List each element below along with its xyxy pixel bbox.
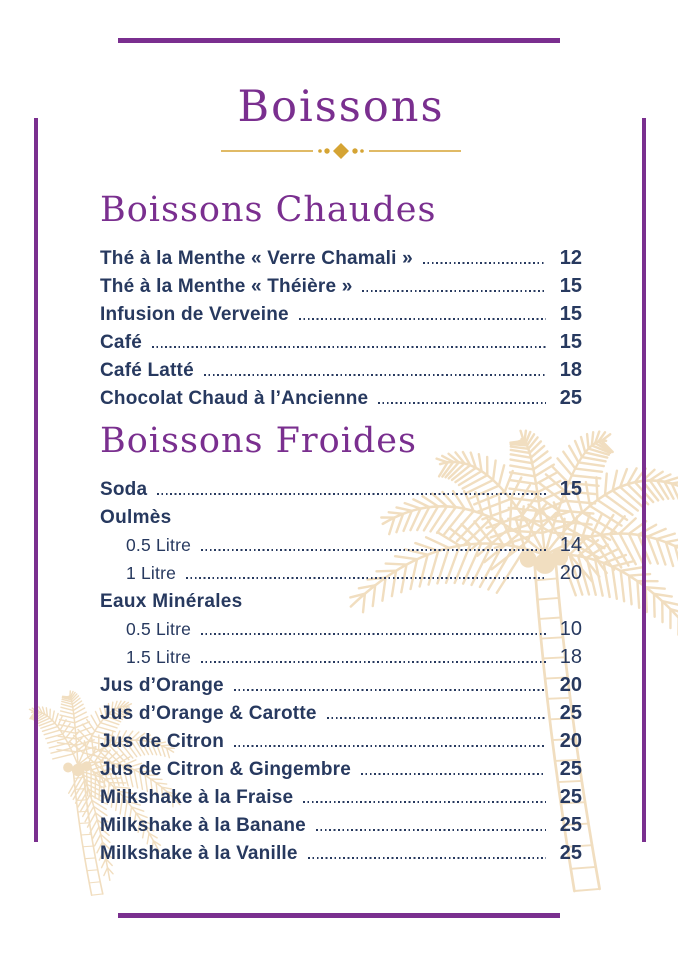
dotted-leader (362, 290, 546, 292)
page-title: Boissons (237, 82, 445, 132)
menu-item-row (100, 244, 582, 272)
item-name: Eaux Minérales (100, 590, 243, 612)
dotted-leader (201, 633, 546, 635)
dotted-leader (234, 745, 546, 747)
item-name: Soda (100, 478, 148, 500)
dotted-leader (303, 801, 546, 803)
item-price: 15 (559, 302, 582, 325)
dotted-leader (152, 346, 546, 348)
dotted-leader (423, 262, 546, 264)
dotted-leader (361, 773, 546, 775)
item-price: 25 (559, 701, 582, 724)
menu-sections (100, 189, 582, 867)
item-name: Thé à la Menthe « Verre Chamali » (100, 247, 413, 269)
dotted-leader (201, 549, 546, 551)
item-price: 20 (559, 729, 582, 752)
dotted-leader (316, 829, 546, 831)
item-price: 15 (559, 330, 582, 353)
menu-item-list (100, 244, 582, 412)
dotted-leader (186, 577, 546, 579)
item-price: 25 (559, 813, 582, 836)
menu-item-row (100, 300, 582, 328)
item-price: 18 (559, 645, 582, 668)
menu-item-row (100, 671, 582, 699)
menu-item-row (100, 475, 582, 503)
item-price: 18 (559, 358, 582, 381)
item-price: 25 (559, 785, 582, 808)
menu-item-row (100, 727, 582, 755)
item-name: Thé à la Menthe « Théière » (100, 275, 353, 297)
dotted-leader (204, 374, 546, 376)
item-price: 15 (559, 274, 582, 297)
frame-border-top (118, 38, 560, 43)
menu-item-row (100, 783, 582, 811)
item-name: Milkshake à la Banane (100, 814, 306, 836)
frame-border-right (642, 118, 646, 842)
section-heading: Boissons Chaudes (100, 190, 437, 230)
item-name: Milkshake à la Fraise (100, 786, 294, 808)
menu-item-row (100, 615, 582, 643)
section-heading: Boissons Froides (100, 420, 417, 461)
menu-item-list (100, 475, 582, 867)
menu-group-row (100, 587, 582, 615)
menu-item-row (100, 559, 582, 587)
dotted-leader (299, 318, 546, 320)
menu-item-row (100, 699, 582, 727)
item-price: 14 (559, 533, 582, 556)
item-name: 0.5 Litre (126, 618, 192, 639)
menu-item-row (100, 839, 582, 867)
item-price: 20 (559, 673, 582, 696)
item-name: Oulmès (100, 506, 172, 528)
menu-item-row (100, 531, 582, 559)
item-name: 1 Litre (126, 562, 177, 583)
item-name: 1.5 Litre (126, 646, 192, 667)
item-name: Infusion de Verveine (100, 303, 289, 325)
item-name: Milkshake à la Vanille (100, 842, 298, 864)
menu-group-row (100, 503, 582, 531)
frame-border-left (34, 118, 38, 842)
item-price: 20 (559, 561, 582, 584)
menu-item-row (100, 356, 582, 384)
menu-item-row (100, 755, 582, 783)
frame-border-bottom (118, 913, 560, 918)
item-name: Café (100, 331, 142, 353)
dotted-leader (378, 402, 546, 404)
menu-item-row (100, 811, 582, 839)
item-price: 25 (559, 841, 582, 864)
menu-item-row (100, 643, 582, 671)
dotted-leader (234, 689, 546, 691)
dotted-leader (327, 717, 546, 719)
diamond-icon (333, 143, 349, 159)
item-name: Jus d’Orange (100, 674, 224, 696)
gold-divider (221, 141, 461, 161)
item-name: Café Latté (100, 359, 194, 381)
item-name: 0.5 Litre (126, 534, 192, 555)
item-name: Jus de Citron & Gingembre (100, 758, 351, 780)
menu-content (100, 82, 582, 867)
item-price: 25 (559, 757, 582, 780)
item-name: Jus de Citron (100, 730, 225, 752)
dotted-leader (201, 661, 546, 663)
item-name: Jus d’Orange & Carotte (100, 702, 317, 724)
dotted-leader (157, 493, 546, 495)
dotted-leader (308, 857, 546, 859)
menu-item-row (100, 328, 582, 356)
item-price: 12 (559, 246, 582, 269)
menu-item-row (100, 384, 582, 412)
item-price: 15 (559, 477, 582, 500)
item-name: Chocolat Chaud à l’Ancienne (100, 387, 369, 409)
item-price: 10 (559, 617, 582, 640)
item-price: 25 (559, 386, 582, 409)
menu-item-row (100, 272, 582, 300)
